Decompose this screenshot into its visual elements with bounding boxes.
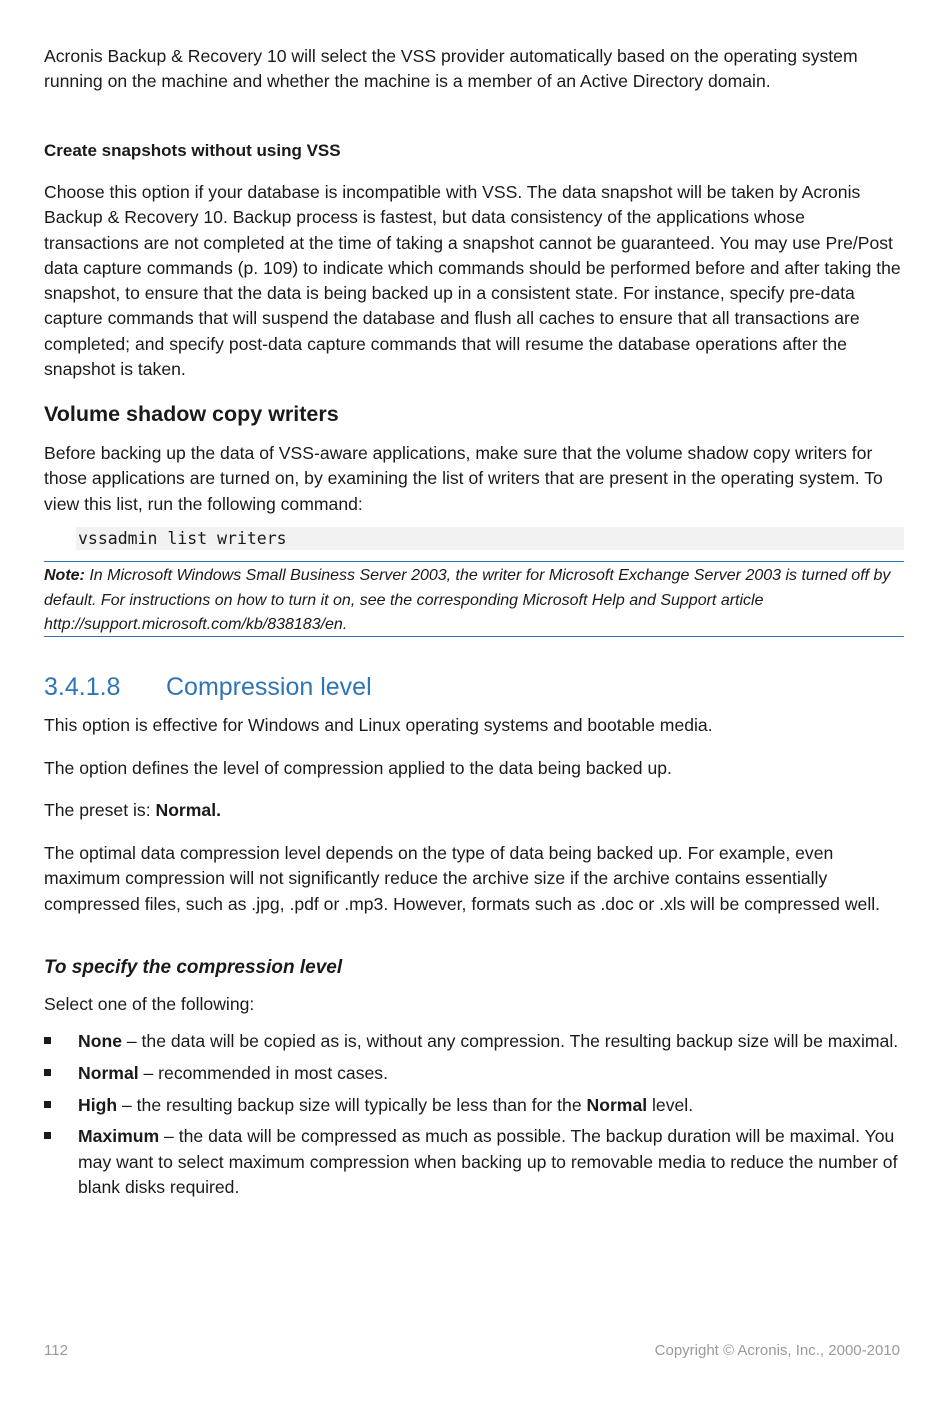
option-text: – the resulting backup size will typically be less than for the xyxy=(117,1094,587,1115)
option-term: None xyxy=(78,1031,122,1051)
section-title: Compression level xyxy=(166,673,372,701)
effective-paragraph: This option is effective for Windows and Linux operating systems and bootable media. xyxy=(44,715,713,735)
heading-volume-shadow-copy-writers: Volume shadow copy writers xyxy=(44,402,339,426)
note-text: In Microsoft Windows Small Business Server 2003, the writer for Microsoft Exchange Server 2003 is turned off by default. For instructions on how to turn it on, see the corresponding Microsoft Help and Support article http://support.microsoft.com/kb/838183/en. xyxy=(44,567,891,633)
preset-paragraph xyxy=(44,798,221,823)
optimal-paragraph: The optimal data compression level depends on the type of data being backed up. For example, even maximum compression will not significantly reduce the archive size if the archive contains essentially compressed files, such as .jpg, .pdf or .mp3. However, formats such as .doc or .xls will be compressed well. xyxy=(44,843,881,914)
option-text-tail: level. xyxy=(647,1094,694,1115)
bullet-icon xyxy=(44,1037,51,1044)
bullet-icon xyxy=(44,1132,51,1139)
option-term: Normal xyxy=(78,1062,139,1083)
bullet-icon xyxy=(44,1069,51,1076)
option-term-inline: Normal xyxy=(586,1094,648,1115)
compression-options-list xyxy=(44,1029,904,1207)
heading-specify-compression: To specify the compression level xyxy=(44,957,343,978)
subheading-no-vss: Create snapshots without using VSS xyxy=(44,141,341,160)
note-label: Note: xyxy=(44,567,85,584)
option-term: High xyxy=(78,1094,118,1115)
option-text: – the data will be copied as is, without any compression. The resulting backup size will be maximal. xyxy=(121,1031,899,1051)
list-item xyxy=(44,1029,904,1054)
defines-paragraph: The option defines the level of compression applied to the data being backed up. xyxy=(44,758,672,778)
no-vss-paragraph: Choose this option if your database is incompatible with VSS. The data snapshot will be taken by Acronis Backup & Recovery 10. Backup process is fastest, but data consistency of the applications whose transactions are not completed at the time of taking a snapshot cannot be guaranteed. You may use Pre/Post data capture commands (p. 109) to indicate which commands should be performed before and after taking the snapshot, to ensure that the data is being backed up in a consistent state. For instance, specify pre-data capture commands that will suspend the database and flush all caches to ensure that all transactions are completed; and specify post-data capture commands that will resume the database operations after the snapshot is taken. xyxy=(44,182,901,380)
bullet-icon xyxy=(44,1101,51,1108)
code-block: vssadmin list writers xyxy=(76,527,904,550)
list-item xyxy=(44,1061,904,1086)
section-heading-compression-level xyxy=(44,670,372,704)
list-item xyxy=(44,1093,904,1118)
select-paragraph: Select one of the following: xyxy=(44,994,255,1014)
writers-paragraph: Before backing up the data of VSS-aware applications, make sure that the volume shadow copy writers for those applications are turned on, by examining the list of writers that are present in the operating system. To view this list, run the following command: xyxy=(44,443,883,514)
section-number: 3.4.1.8 xyxy=(44,673,121,701)
preset-value: Normal. xyxy=(155,800,221,820)
option-text: – the data will be compressed as much as possible. The backup duration will be maximal. You may want to select maximum compression when backing up to removable media to reduce the number of blank disks required. xyxy=(78,1126,898,1197)
option-text: – recommended in most cases. xyxy=(138,1062,388,1083)
note-box xyxy=(44,561,904,637)
preset-prefix: The preset is: xyxy=(44,800,156,820)
page-number: 112 xyxy=(44,1342,68,1359)
list-item xyxy=(44,1124,904,1200)
option-term: Maximum xyxy=(78,1126,160,1147)
copyright-text: Copyright © Acronis, Inc., 2000-2010 xyxy=(654,1342,900,1359)
intro-paragraph: Acronis Backup & Recovery 10 will select the VSS provider automatically based on the operating system running on the machine and whether the machine is a member of an Active Directory domain. xyxy=(44,46,858,92)
